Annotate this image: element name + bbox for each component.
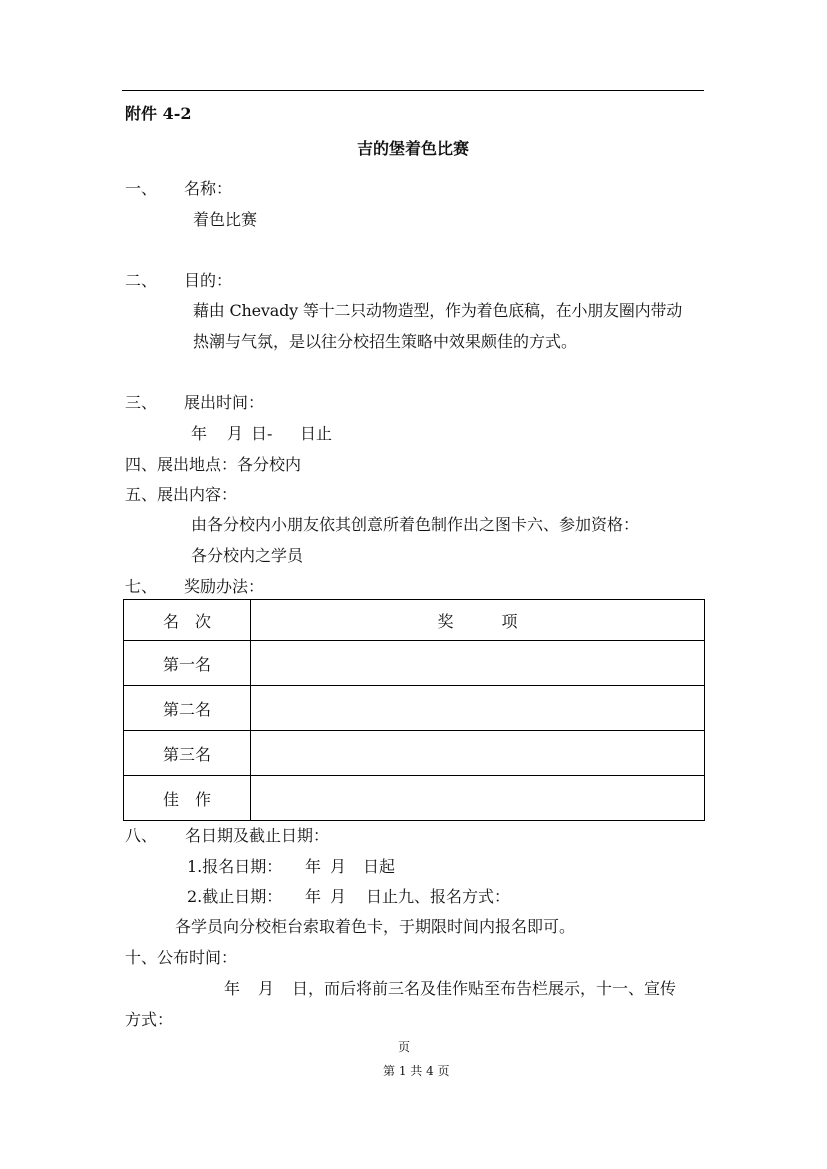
award-table (123, 599, 705, 821)
prize-cell (251, 641, 705, 686)
prize-cell (251, 731, 705, 776)
deadline-month: 月 (330, 887, 347, 906)
section-5-line1: 由各分校内小朋友依其创意所着色制作出之图卡六、参加资格： (191, 515, 640, 534)
section-8-label: 名日期及截止日期： (185, 826, 330, 845)
section-7-number: 七、 (125, 577, 158, 596)
section-3-label: 展出时间： (184, 393, 265, 412)
announce-month: 月 (258, 979, 275, 998)
header-rank: 名 次 (124, 600, 251, 641)
section-8-number: 八、 (125, 826, 158, 845)
section-1-number: 一、 (125, 179, 158, 198)
table-row (124, 641, 705, 686)
section-3-month: 月 (227, 424, 244, 443)
section-3-end: 日止 (300, 424, 333, 443)
rank-cell: 佳 作 (124, 776, 251, 821)
footer-page: 页 (398, 1040, 411, 1054)
section-3-number: 三、 (125, 393, 158, 412)
section-5-text: 五、展出内容： (125, 485, 238, 504)
announce-year: 年 (224, 979, 241, 998)
deadline-end: 日止九、报名方式： (366, 887, 511, 906)
announce-line2: 方式： (125, 1010, 174, 1029)
section-3-day: 日- (251, 424, 273, 443)
table-row (124, 776, 705, 821)
signup-date-year: 年 (305, 857, 322, 876)
section-3-year: 年 (191, 424, 208, 443)
header-rule (122, 90, 704, 91)
rank-cell: 第三名 (124, 731, 251, 776)
section-2-label: 目的： (184, 271, 233, 290)
attachment-label: 附件 4-2 (125, 104, 192, 123)
section-10-text: 十、公布时间： (125, 948, 238, 967)
section-1-body: 着色比赛 (193, 210, 258, 229)
table-row (124, 731, 705, 776)
section-4-text: 四、展出地点：各分校内 (125, 455, 302, 474)
prize-cell (251, 686, 705, 731)
section-5-line2: 各分校内之学员 (191, 546, 304, 565)
signup-date-month: 月 (330, 857, 347, 876)
signup-date-end: 日起 (363, 857, 396, 876)
deadline-label: 2.截止日期： (187, 887, 283, 906)
announce-line1: 日，而后将前三名及佳作贴至布告栏展示，十一、宣传 (292, 979, 677, 998)
signup-method-text: 各学员向分校柜台索取着色卡，于期限时间内报名即可。 (175, 917, 576, 936)
prize-cell (251, 776, 705, 821)
section-2-line1: 藉由 Chevady 等十二只动物造型，作为着色底稿，在小朋友圈内带动 (193, 301, 683, 320)
rank-cell: 第一名 (124, 641, 251, 686)
section-2-line2: 热潮与气氛，是以往分校招生策略中效果颇佳的方式。 (193, 332, 578, 351)
signup-date-label: 1.报名日期： (187, 857, 283, 876)
footer-pager: 第 1 共 4 页 (383, 1064, 450, 1078)
rank-cell: 第二名 (124, 686, 251, 731)
page-title: 吉的堡着色比赛 (357, 139, 470, 158)
header-prize: 奖 项 (251, 600, 705, 641)
section-7-label: 奖励办法： (184, 577, 265, 596)
table-header-row (124, 600, 705, 641)
table-row (124, 686, 705, 731)
deadline-year: 年 (305, 887, 322, 906)
section-2-number: 二、 (125, 271, 158, 290)
section-1-label: 名称： (184, 179, 233, 198)
